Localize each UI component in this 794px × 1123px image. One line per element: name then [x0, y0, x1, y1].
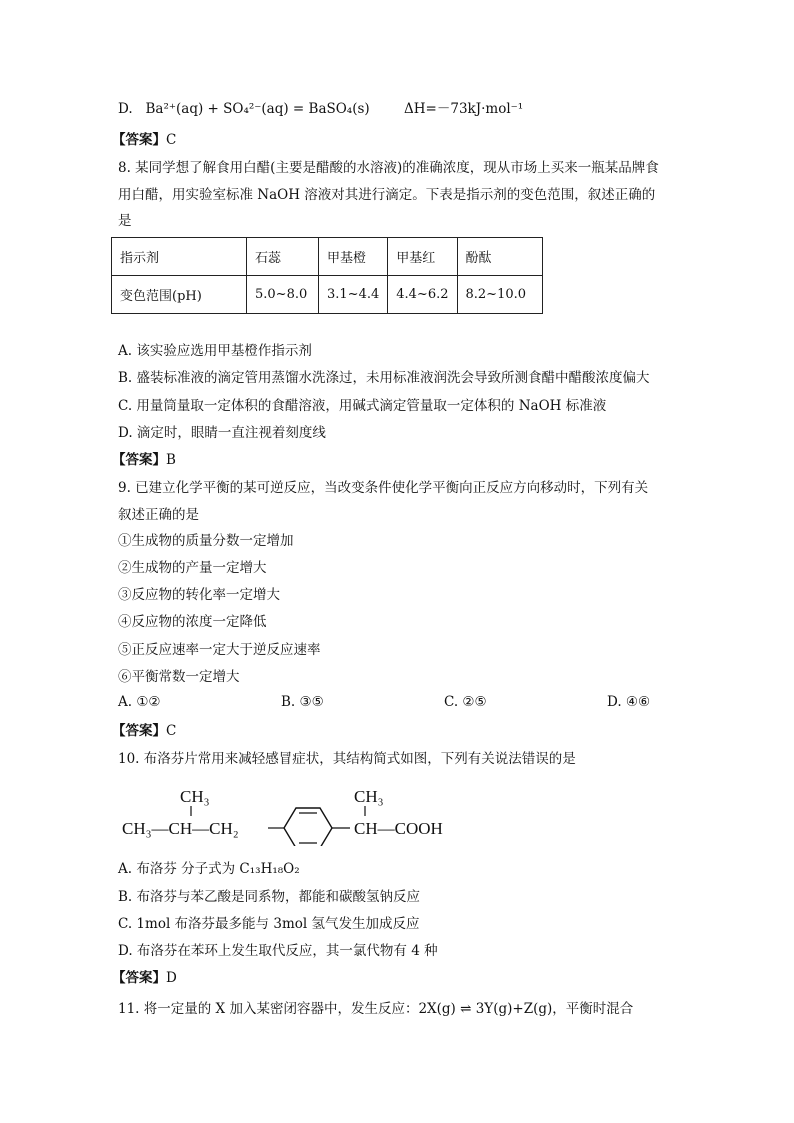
q8-option-c: C. 用量筒量取一定体积的食醋溶液，用碱式滴定管量取一定体积的 NaOH 标准液 — [118, 398, 607, 414]
indicator-table — [111, 237, 543, 314]
table-row — [112, 238, 543, 276]
q10-option-a: A. 布洛芬 分子式为 C₁₃H₁₈O₂ — [118, 861, 300, 877]
q9-item: ②生成物的产量一定增大 — [118, 560, 267, 576]
q9-stem-1: 9. 已建立化学平衡的某可逆反应，当改变条件使化学平衡向正反应方向移动时，下列有关 — [118, 480, 649, 496]
answer-label: 【答案】 — [112, 452, 166, 468]
answer-label: 【答案】 — [112, 723, 166, 739]
table-cell: 甲基橙 — [319, 238, 388, 276]
table-row — [112, 276, 543, 314]
q9-option-d: D. ④⑥ — [607, 694, 651, 710]
answer-label: 【答案】 — [112, 970, 166, 986]
q11-stem: 11. 将一定量的 X 加入某密闭容器中，发生反应：2X(g) ⇌ 3Y(g)+Z(g)，平衡时混合 — [118, 1001, 634, 1017]
q8-stem-3: 是 — [118, 213, 132, 229]
answer-value: C — [166, 723, 177, 739]
ch3-group-b: CH₃ — [354, 787, 384, 806]
q7-answer — [112, 130, 176, 150]
table-cell: 石蕊 — [247, 238, 319, 276]
q9-item: ⑤正反应速率一定大于逆反应速率 — [118, 642, 321, 658]
q7-option-d — [118, 99, 523, 119]
enthalpy: ΔH=－73kJ·mol⁻¹ — [404, 101, 524, 117]
table-cell: 8.2~10.0 — [457, 276, 542, 314]
q9-option-c: C. ②⑤ — [444, 694, 487, 710]
answer-label: 【答案】 — [112, 132, 166, 148]
q8-option-d: D. 滴定时，眼睛一直注视着刻度线 — [118, 425, 326, 441]
q8-stem-1: 8. 某同学想了解食用白醋(主要是醋酸的水溶液)的准确浓度，现从市场上买来一瓶某品牌食 — [118, 160, 659, 176]
q8-stem-2: 用白醋，用实验室标准 NaOH 溶液对其进行滴定。下表是指示剂的变色范围，叙述正确的 — [118, 187, 656, 203]
q9-option-b: B. ③⑤ — [281, 694, 324, 710]
table-cell: 甲基红 — [388, 238, 457, 276]
q10-option-b: B. 布洛芬与苯乙酸是同系物，都能和碳酸氢钠反应 — [118, 889, 421, 905]
benzene-ring — [284, 808, 332, 846]
q9-item: ①生成物的质量分数一定增加 — [118, 533, 294, 549]
q8-option-a: A. 该实验应选用甲基橙作指示剂 — [118, 343, 312, 359]
right-chain: CH—COOH — [354, 819, 443, 838]
ch3-group-a: CH₃ — [180, 787, 210, 806]
table-cell: 变色范围(pH) — [112, 276, 247, 314]
table-cell: 酚酞 — [457, 238, 542, 276]
ibuprofen-structure — [118, 776, 478, 846]
table-cell: 3.1~4.4 — [319, 276, 388, 314]
q9-stem-2: 叙述正确的是 — [118, 507, 199, 523]
table-cell: 5.0~8.0 — [247, 276, 319, 314]
table-cell: 4.4~6.2 — [388, 276, 457, 314]
q10-stem: 10. 布洛芬片常用来减轻感冒症状，其结构简式如图，下列有关说法错误的是 — [118, 751, 576, 767]
q9-answer — [112, 721, 176, 741]
left-chain: CH₃—CH—CH₂ — [122, 819, 239, 838]
answer-value: B — [166, 452, 176, 468]
q10-option-c: C. 1mol 布洛芬最多能与 3mol 氢气发生加成反应 — [118, 916, 420, 932]
q10-answer — [112, 968, 177, 988]
q8-answer — [112, 450, 176, 470]
option-prefix: D. — [118, 101, 133, 117]
table-cell: 指示剂 — [112, 238, 247, 276]
answer-value: D — [166, 970, 177, 986]
q8-option-b: B. 盛装标准液的滴定管用蒸馏水洗涤过，未用标准液润洗会导致所测食醋中醋酸浓度偏大 — [118, 370, 650, 386]
equation: Ba²⁺(aq) + SO₄²⁻(aq) = BaSO₄(s) — [145, 101, 370, 117]
q9-item: ③反应物的转化率一定增大 — [118, 587, 280, 603]
q9-item: ④反应物的浓度一定降低 — [118, 614, 267, 630]
q9-option-a: A. ①② — [118, 694, 161, 710]
q9-item: ⑥平衡常数一定增大 — [118, 669, 240, 685]
answer-value: C — [166, 132, 177, 148]
q10-option-d: D. 布洛芬在苯环上发生取代反应，其一氯代物有 4 种 — [118, 943, 438, 959]
q9-options — [118, 694, 678, 714]
